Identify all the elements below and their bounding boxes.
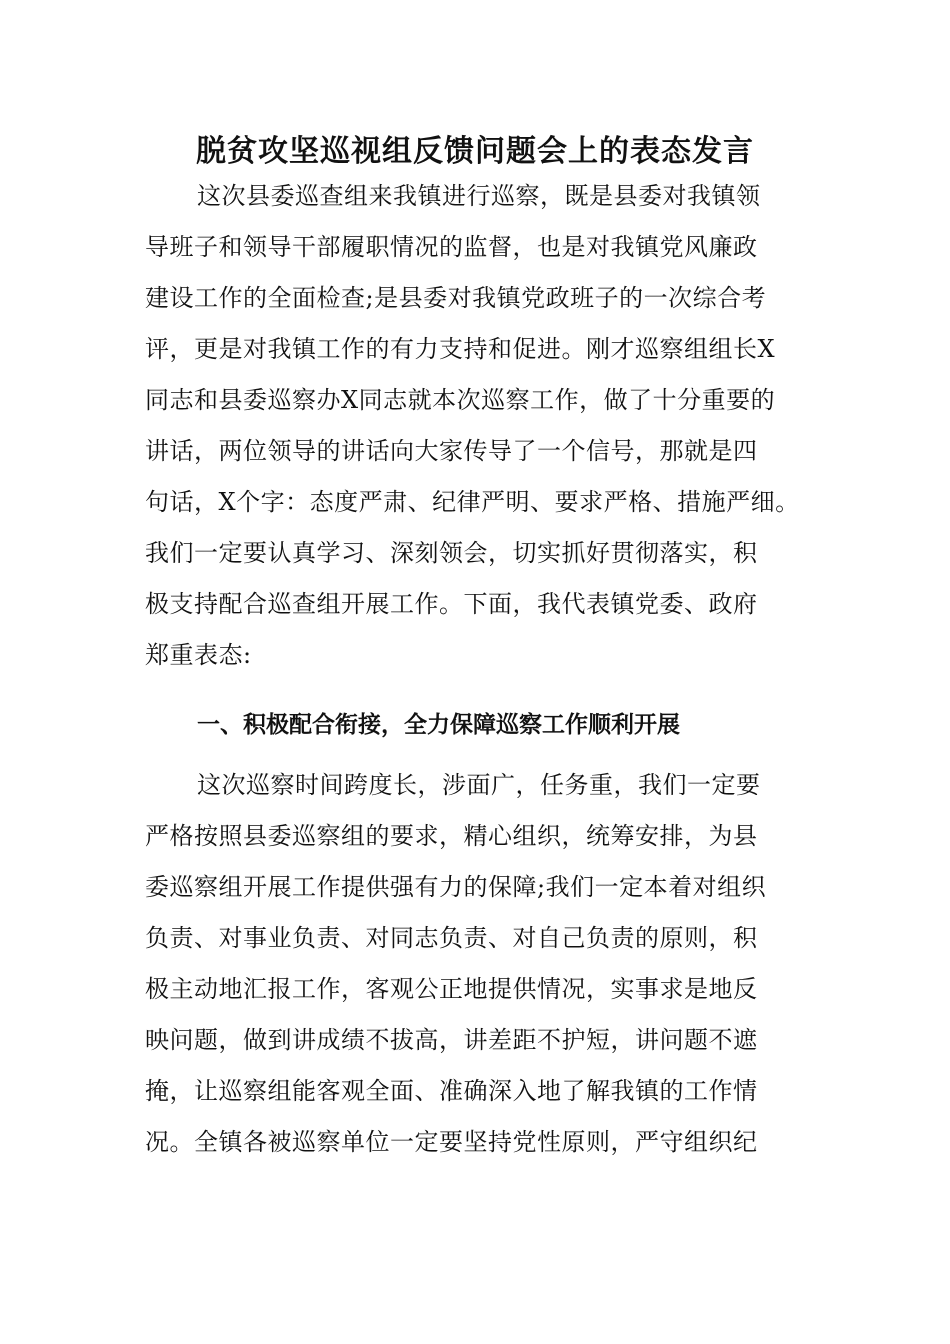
paragraph-section-1 [145, 760, 815, 1168]
paragraph-line: 导班子和领导干部履职情况的监督，也是对我镇党风廉政 [145, 233, 758, 261]
document-title: 脱贫攻坚巡视组反馈问题会上的表态发言 [196, 134, 754, 169]
paragraph-line: 况。全镇各被巡察单位一定要坚持党性原则，严守组织纪 [145, 1128, 758, 1156]
paragraph-line: 映问题，做到讲成绩不拔高，讲差距不护短，讲问题不遮 [145, 1026, 758, 1054]
paragraph-line: 讲话，两位领导的讲话向大家传导了一个信号，那就是四 [145, 437, 758, 465]
paragraph-line: 句话，X个字：态度严肃、纪律严明、要求严格、措施严细。 [145, 488, 800, 516]
paragraph-line: 建设工作的全面检查;是县委对我镇党政班子的一次综合考 [145, 284, 767, 312]
paragraph-line: 委巡察组开展工作提供强有力的保障;我们一定本着对组织 [145, 873, 767, 901]
paragraph-line: 极支持配合巡查组开展工作。下面，我代表镇党委、政府 [145, 590, 758, 618]
section-heading-1: 一、积极配合衔接，全力保障巡察工作顺利开展 [197, 712, 680, 738]
paragraph-line: 掩，让巡察组能客观全面、准确深入地了解我镇的工作情 [145, 1077, 758, 1105]
paragraph-line: 我们一定要认真学习、深刻领会，切实抓好贯彻落实，积 [145, 539, 758, 567]
paragraph-intro [145, 171, 815, 681]
paragraph-line: 郑重表态: [145, 641, 252, 669]
paragraph-line: 这次县委巡查组来我镇进行巡察，既是县委对我镇领 [197, 182, 761, 210]
paragraph-line: 负责、对事业负责、对同志负责、对自己负责的原则，积 [145, 924, 758, 952]
paragraph-line: 严格按照县委巡察组的要求，精心组织，统筹安排，为县 [145, 822, 758, 850]
paragraph-line: 评，更是对我镇工作的有力支持和促进。刚才巡察组组长X [145, 335, 776, 363]
paragraph-line: 极主动地汇报工作，客观公正地提供情况，实事求是地反 [145, 975, 758, 1003]
paragraph-line: 同志和县委巡察办X同志就本次巡察工作，做了十分重要的 [145, 386, 776, 414]
paragraph-line: 这次巡察时间跨度长，涉面广，任务重，我们一定要 [197, 771, 761, 799]
